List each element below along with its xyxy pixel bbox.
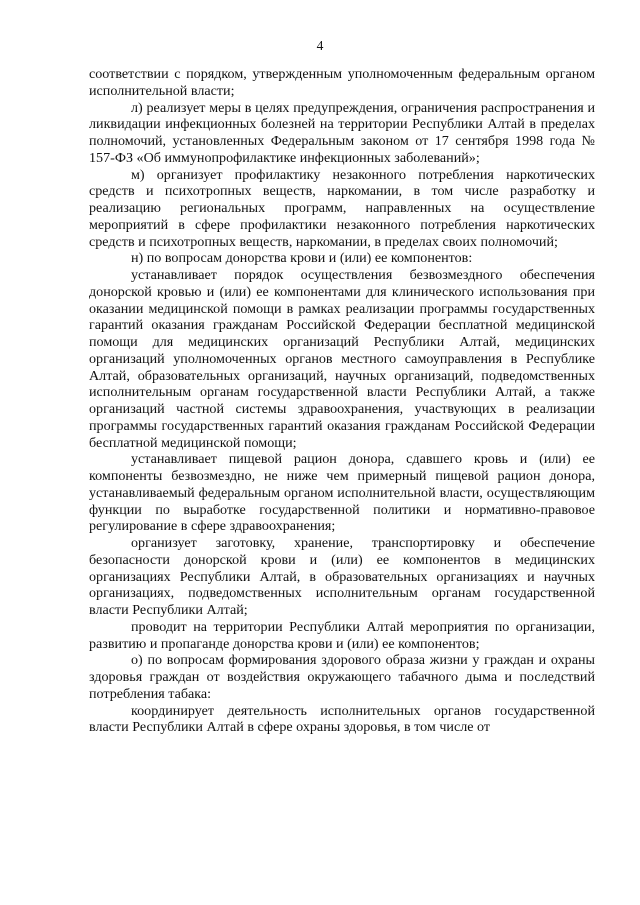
paragraph-donor-diet: устанавливает пищевой рацион донора, сдавшего кровь и (или) ее компоненты безвозмездно, не ниже чем примерный пищевой рацион донора, устанавливаемый федеральным органом исполнительной власти, осуществляющим функции по выработке государственной политики и нормативно-правовое регулирование в сфере здравоохранения; [89, 451, 595, 535]
paragraph-coordination: координирует деятельность исполнительных органов государственной власти Республики Алтай в сфере охраны здоровья, в том числе от [89, 702, 595, 736]
document-body [89, 66, 595, 736]
paragraph-blood-donation-procedure: устанавливает порядок осуществления безвозмездного обеспечения донорской кровью и (или) ее компонентами для клинического использования при оказании медицинской помощи в рамках реализации программы государственных гарантий оказания гражданам Российской Федерации бесплатной медицинской помощи для медицинских организаций Республики Алтай, медицинских организаций уполномоченных органов местного самоуправления в Республике Алтай, образовательных организаций, научных организаций, подведомственных исполнительным органам государственной власти Республики Алтай, а также организаций частной системы здравоохранения, участвующих в реализации программы государственных гарантий оказания гражданам Российской Федерации бесплатной медицинской помощи; [89, 267, 595, 451]
page-number: 4 [316, 38, 324, 53]
paragraph-item-o-heading: о) по вопросам формирования здорового образа жизни у граждан и охраны здоровья граждан от воздействия окружающего табачного дыма и последствий потребления табака: [89, 652, 595, 702]
paragraph-blood-storage: организует заготовку, хранение, транспортировку и обеспечение безопасности донорской крови и (или) ее компонентов в медицинских организациях Республики Алтай, в образовательных организациях и научных организациях, подведомственных исполнительным органам государственной власти Республики Алтай; [89, 535, 595, 618]
paragraph-donation-promotion: проводит на территории Республики Алтай мероприятия по организации, развитию и пропаганде донорства крови и (или) ее компонентов; [89, 618, 595, 652]
paragraph-item-m: м) организует профилактику незаконного потребления наркотических средств и психотропных веществ, наркомании, в том числе разработку и реализацию региональных программ, направленных на осуществление мероприятий в сфере профилактики незаконного потребления наркотических средств и психотропных веществ, наркомании, в пределах своих полномочий; [89, 166, 595, 250]
paragraph-continuation: соответствии с порядком, утвержденным уполномоченным федеральным органом исполнительной власти; [89, 66, 595, 99]
paragraph-item-n-heading: н) по вопросам донорства крови и (или) ее компонентов: [131, 250, 473, 267]
paragraph-item-l: л) реализует меры в целях предупреждения, ограничения распространения и ликвидации инфекционных болезней на территории Республики Алтай в пределах полномочий, установленных Федеральным законом от 17 сентября 1998 года № 157-ФЗ «Об иммунопрофилактике инфекционных заболеваний»; [89, 99, 595, 166]
